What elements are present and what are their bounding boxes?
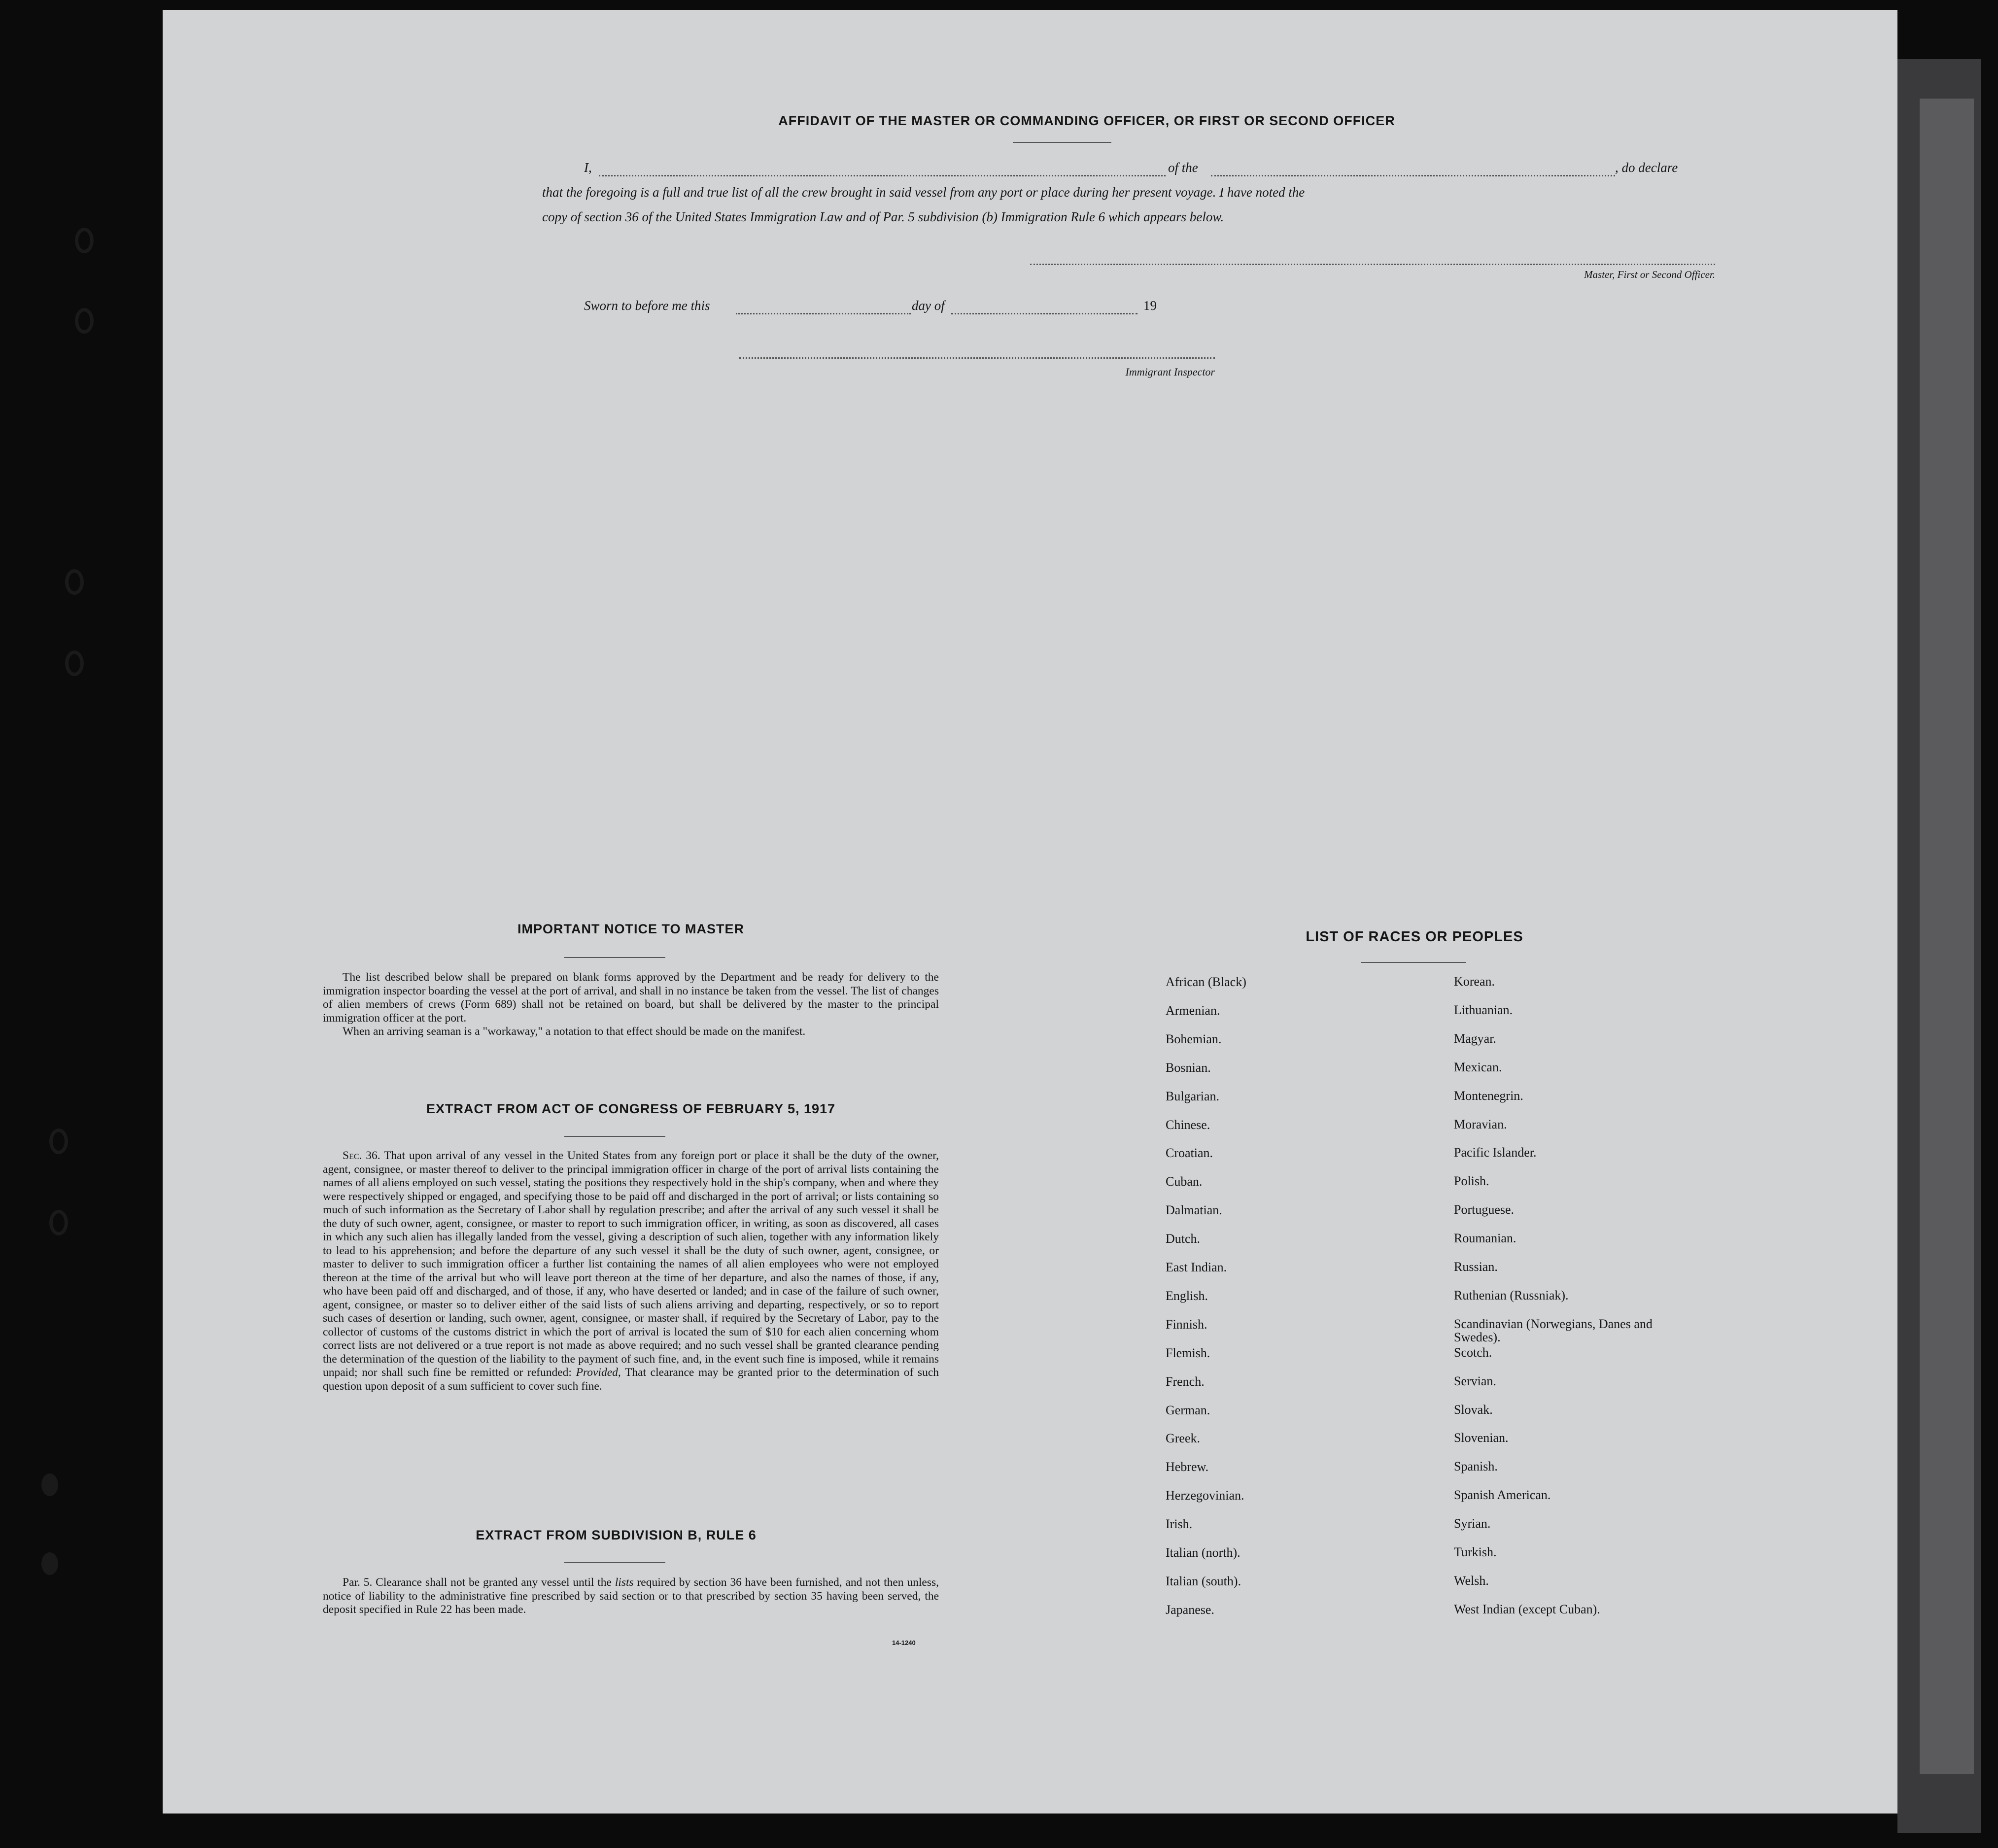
binder-hole (75, 308, 94, 334)
race-item: Italian (north). (1166, 1545, 1240, 1560)
race-item: Russian. (1454, 1260, 1498, 1274)
affidavit-line-2: that the foregoing is a full and true list of all the crew brought in said vessel from any port or place during her present voyage. I have noted the (542, 185, 1305, 200)
act-text: That upon arrival of any vessel in the United States from any foreign port or place it shall be the duty of the owner, agent, consignee, or master thereof to deliver to the principal immigration officer in charge of the port of arrival lists containing the names of all aliens employed on such vessel, stating the positions they respectively hold in the ship's company, when and where they were respectively shipped or engaged, and specifying those to be paid off and discharged in the port of arrival; or lists containing so much of such information as the Secretary of Labor shall by regulation prescribe; and after the arrival of any such vessel it shall be the duty of such owner, agent, consignee, or master to report to such immigration officer, in writing, as soon as discovered, all cases in which any such alien has illegally landed from the vessel, giving a description of such alien, together with any information likely to lead to his apprehension; and before the departure of any such vessel it shall be the duty of such owner, agent, consignee, or master to deliver to such immigration officer a further list containing the names of all alien employees who were not employed thereon at the time of the arrival but who will leave port thereon at the time of her departure, and also the names of those, if any, who have been paid off and discharged, and of those, if any, who have deserted or landed; and in case of the failure of such owner, agent, consignee, or master so to deliver either of the said lists of such aliens arriving and departing, respectively, or so to report such cases of desertion or landing, such owner, agent, consignee, or master shall, if required by the Secretary of Labor, pay to the collector of customs of the customs district in which the port of arrival is located the sum of $10 for each alien concerning whom correct lists are not delivered or a true report is not made as above required; and no such vessel shall be granted clearance pending the determination of the question of the liability to the payment of such fine, and, in the event such fine is imposed, while it remains unpaid; nor shall such fine be remitted or refunded: (323, 1149, 939, 1379)
race-item: Spanish. (1454, 1459, 1498, 1474)
race-item: Scandinavian (Norwegians, Danes and Swedes). (1454, 1316, 1653, 1344)
section-label: Sec. 36. (343, 1149, 380, 1162)
provided-word: Provided, (576, 1366, 621, 1379)
race-item: Dalmatian. (1166, 1203, 1222, 1218)
race-item: Slovak. (1454, 1402, 1493, 1417)
race-item: Welsh. (1454, 1573, 1489, 1588)
sworn-line (584, 298, 1373, 318)
declarant-line (584, 160, 1693, 180)
race-item: Chinese. (1166, 1117, 1210, 1132)
binder-hole (49, 1129, 68, 1154)
binder-hole (65, 650, 84, 676)
sworn-day-label: day of (912, 298, 945, 313)
race-item: German. (1166, 1403, 1210, 1417)
master-signature-label: Master, First or Second Officer. (1584, 269, 1715, 280)
race-item: Finnish. (1166, 1317, 1207, 1332)
act-title: EXTRACT FROM ACT OF CONGRESS OF FEBRUARY 5, 1917 (426, 1101, 836, 1116)
binder-hole (49, 1210, 68, 1235)
race-item: Armenian. (1166, 1003, 1220, 1018)
race-item: Bosnian. (1166, 1060, 1211, 1075)
act-text-end: That clearance may be granted prior to the determination of such question upon deposit of a sum sufficient to cover such fine. (323, 1366, 939, 1393)
race-item: Croatian. (1166, 1146, 1213, 1161)
master-signature-field[interactable] (1030, 264, 1715, 265)
rule6-underline (564, 1562, 665, 1563)
rule6-title: EXTRACT FROM SUBDIVISION B, RULE 6 (476, 1528, 757, 1542)
form-number: 14-1240 (892, 1639, 916, 1646)
race-item: Herzegovinian. (1166, 1488, 1244, 1503)
rule6-paragraph (323, 1576, 939, 1617)
race-item: Roumanian. (1454, 1231, 1516, 1246)
race-item: West Indian (except Cuban). (1454, 1602, 1600, 1616)
rule6-text-b: required by section 36 have been furnished, and not then unless, notice of liability to the administrative fine prescribed by said section or to that prescribed by section 35 having been served, the deposit specified in Rule 22 has been made. (323, 1576, 939, 1616)
affidavit-line-3: copy of section 36 of the United States Immigration Law and of Par. 5 subdivision (b) Immigration Rule 6 which appears below. (542, 209, 1224, 224)
race-item: Korean. (1454, 974, 1495, 989)
race-item: Cuban. (1166, 1174, 1203, 1189)
race-item: Turkish. (1454, 1545, 1497, 1559)
declare-label: , do declare (1615, 160, 1678, 175)
lists-word: lists (615, 1576, 634, 1589)
affidavit-title: AFFIDAVIT OF THE MASTER OR COMMANDING OFFICER, OR FIRST OR SECOND OFFICER (778, 113, 1395, 128)
rule6-body (323, 1576, 939, 1617)
race-item: Portuguese. (1454, 1202, 1515, 1217)
act-body (323, 1149, 939, 1393)
sworn-prefix: Sworn to before me this (584, 298, 710, 313)
act-underline (564, 1136, 665, 1137)
race-item: Dutch. (1166, 1232, 1201, 1246)
notice-paragraph-1: The list described below shall be prepared on blank forms approved by the Department and be ready for delivery to the immigration inspector boarding the vessel at the port of arrival, and shall in no instance be taken from the vessel. The list of changes of alien members of crews (Form 689) shall not be retained on board, but shall be delivered by the master to the principal immigration officer at the port. (323, 971, 939, 1025)
declarant-of-label: of the (1168, 160, 1198, 175)
race-item: French. (1166, 1374, 1205, 1389)
binder-hole (65, 569, 84, 595)
race-item: Lithuanian. (1454, 1002, 1513, 1017)
race-item: Japanese. (1166, 1602, 1214, 1617)
race-item: Irish. (1166, 1517, 1193, 1532)
race-item: Mexican. (1454, 1060, 1502, 1074)
inspector-label: Immigrant Inspector (1125, 366, 1215, 378)
race-item: Servian. (1454, 1373, 1496, 1388)
declarant-name-field[interactable] (599, 175, 1166, 176)
notice-underline (564, 957, 665, 958)
race-item: Montenegrin. (1454, 1088, 1523, 1103)
notice-title: IMPORTANT NOTICE TO MASTER (517, 922, 744, 936)
underlying-page-strip (1920, 99, 1974, 1774)
race-item: Italian (south). (1166, 1574, 1241, 1588)
race-item: Moravian. (1454, 1117, 1507, 1131)
race-item: Slovenian. (1454, 1431, 1509, 1445)
race-item: African (Black) (1166, 975, 1246, 989)
race-item: Flemish. (1166, 1345, 1210, 1360)
race-item: Scotch. (1454, 1345, 1492, 1360)
title-underline (1013, 142, 1111, 143)
race-item: Pacific Islander. (1454, 1145, 1537, 1160)
race-item: Bohemian. (1166, 1031, 1222, 1046)
form-page (163, 10, 1897, 1814)
race-item: Bulgarian. (1166, 1089, 1220, 1103)
vessel-name-field[interactable] (1211, 175, 1615, 176)
sworn-date-field[interactable] (736, 313, 911, 314)
inspector-signature-field[interactable] (739, 357, 1215, 359)
races-title: LIST OF RACES OR PEOPLES (1306, 929, 1523, 945)
act-section-36 (323, 1149, 939, 1393)
notice-paragraph-2: When an arriving seaman is a "workaway," a notation to that effect should be made on the manifest. (343, 1025, 806, 1038)
race-item: Syrian. (1454, 1516, 1491, 1531)
race-item: Ruthenian (Russniak). (1454, 1288, 1569, 1302)
sworn-year-label: 19 (1143, 298, 1157, 313)
binder-hole (41, 1473, 58, 1496)
races-underline (1361, 962, 1466, 963)
binder-hole (41, 1552, 58, 1575)
rule6-text-a: Par. 5. Clearance shall not be granted any vessel until the (343, 1576, 612, 1589)
race-item: Hebrew. (1166, 1460, 1209, 1474)
sworn-month-field[interactable] (951, 313, 1137, 314)
binder-hole (75, 228, 94, 253)
race-item: Spanish American. (1454, 1488, 1551, 1503)
race-item: East Indian. (1166, 1260, 1227, 1274)
race-item: English. (1166, 1288, 1208, 1303)
notice-body (323, 971, 939, 1039)
race-item: Magyar. (1454, 1031, 1496, 1046)
race-item: Greek. (1166, 1431, 1201, 1446)
race-item: Polish. (1454, 1174, 1489, 1189)
declarant-i-label: I, (584, 160, 592, 175)
